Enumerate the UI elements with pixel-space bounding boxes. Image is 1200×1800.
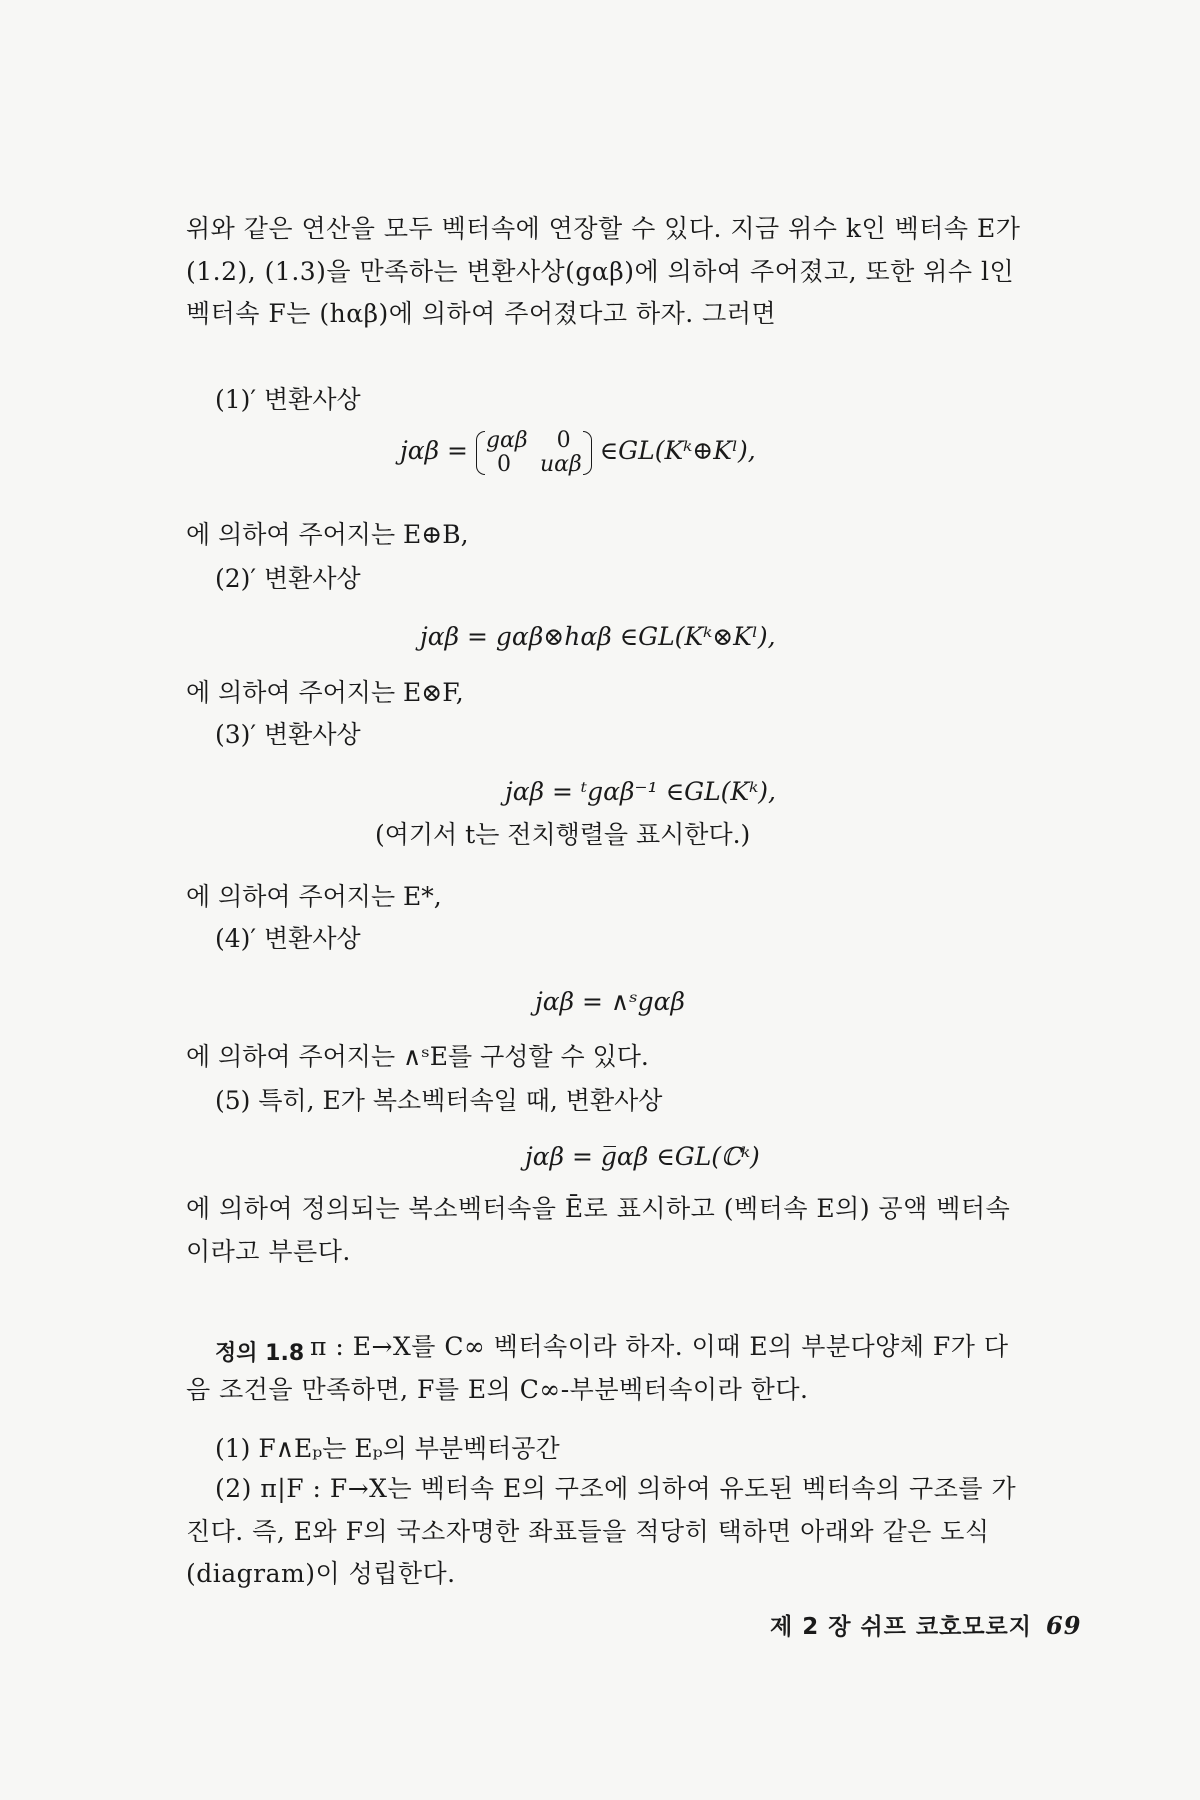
page-footer [770, 1608, 1081, 1641]
matrix-cell: 0 [496, 451, 511, 477]
definition-condition-1: (1) F∧Eₚ는 Eₚ의 부분벡터공간 [215, 1434, 560, 1463]
item-1-formula [400, 425, 756, 477]
item-5-result: 에 의하여 정의되는 복소벡터속을 Ē로 표시하고 (벡터속 E의) 공액 벡터속이라고 부른다. [186, 1194, 1011, 1266]
item-3-formula: jαβ = ᵗgαβ⁻¹ ∈GL(Kᵏ), [505, 777, 776, 806]
item-3-result: 에 의하여 주어지는 E*, [186, 882, 442, 911]
formula-rhs: ∈GL(Kᵏ⊕Kˡ), [599, 436, 756, 465]
intro-paragraph: 위와 같은 연산을 모두 벡터속에 연장할 수 있다. 지금 위수 k인 벡터속 E가 (1.2), (1.3)을 만족하는 변환사상(gαβ)에 의하여 주어졌고, 또한 위수 l인 벡터속 F는 (hαβ)에 의하여 주어졌다고 하자. 그러면 [186, 214, 1021, 328]
formula-lhs: jαβ = [400, 436, 468, 465]
matrix-cell: uαβ [539, 451, 582, 477]
page-number: 69 [1046, 1611, 1082, 1640]
item-4-result: 에 의하여 주어지는 ∧ˢE를 구성할 수 있다. [186, 1042, 649, 1071]
matrix [476, 429, 592, 477]
item-3-label: (3)′ 변환사상 [215, 720, 361, 749]
item-5-label: (5) 특히, E가 복소벡터속일 때, 변환사상 [215, 1086, 663, 1115]
item-3-note: (여기서 t는 전치행렬을 표시한다.) [375, 820, 751, 849]
item-4-label: (4)′ 변환사상 [215, 924, 361, 953]
definition-text: π : E→X를 C∞ 벡터속이라 하자. 이때 E의 부분다양체 F가 다음 조건을 만족하면, F를 E의 C∞-부분벡터속이라 한다. [186, 1332, 1009, 1404]
item-4-formula: jαβ = ∧ˢgαβ [535, 987, 685, 1016]
item-1-label: (1)′ 변환사상 [215, 385, 361, 414]
item-2-result: 에 의하여 주어지는 E⊗F, [186, 678, 464, 707]
matrix-cell: gαβ [485, 427, 528, 453]
item-2-label: (2)′ 변환사상 [215, 564, 361, 593]
chapter-title: 제 2 장 쉬프 코호모로지 [770, 1614, 1032, 1640]
item-2-formula: jαβ = gαβ⊗hαβ ∈GL(Kᵏ⊗Kˡ), [420, 622, 776, 651]
matrix-cell: 0 [556, 427, 571, 453]
item-5-formula: jαβ = g̅αβ ∈GL(ℂᵏ) [525, 1142, 760, 1171]
definition-number: 정의 1.8 [215, 1341, 305, 1366]
definition-condition-2: (2) π|F : F→X는 벡터속 E의 구조에 의하여 유도된 벡터속의 구조를 가진다. 즉, E와 F의 국소자명한 좌표들을 적당히 택하면 아래와 같은 도식(diagram)이 성립한다. [186, 1474, 1017, 1588]
item-1-result: 에 의하여 주어지는 E⊕B, [186, 520, 469, 549]
